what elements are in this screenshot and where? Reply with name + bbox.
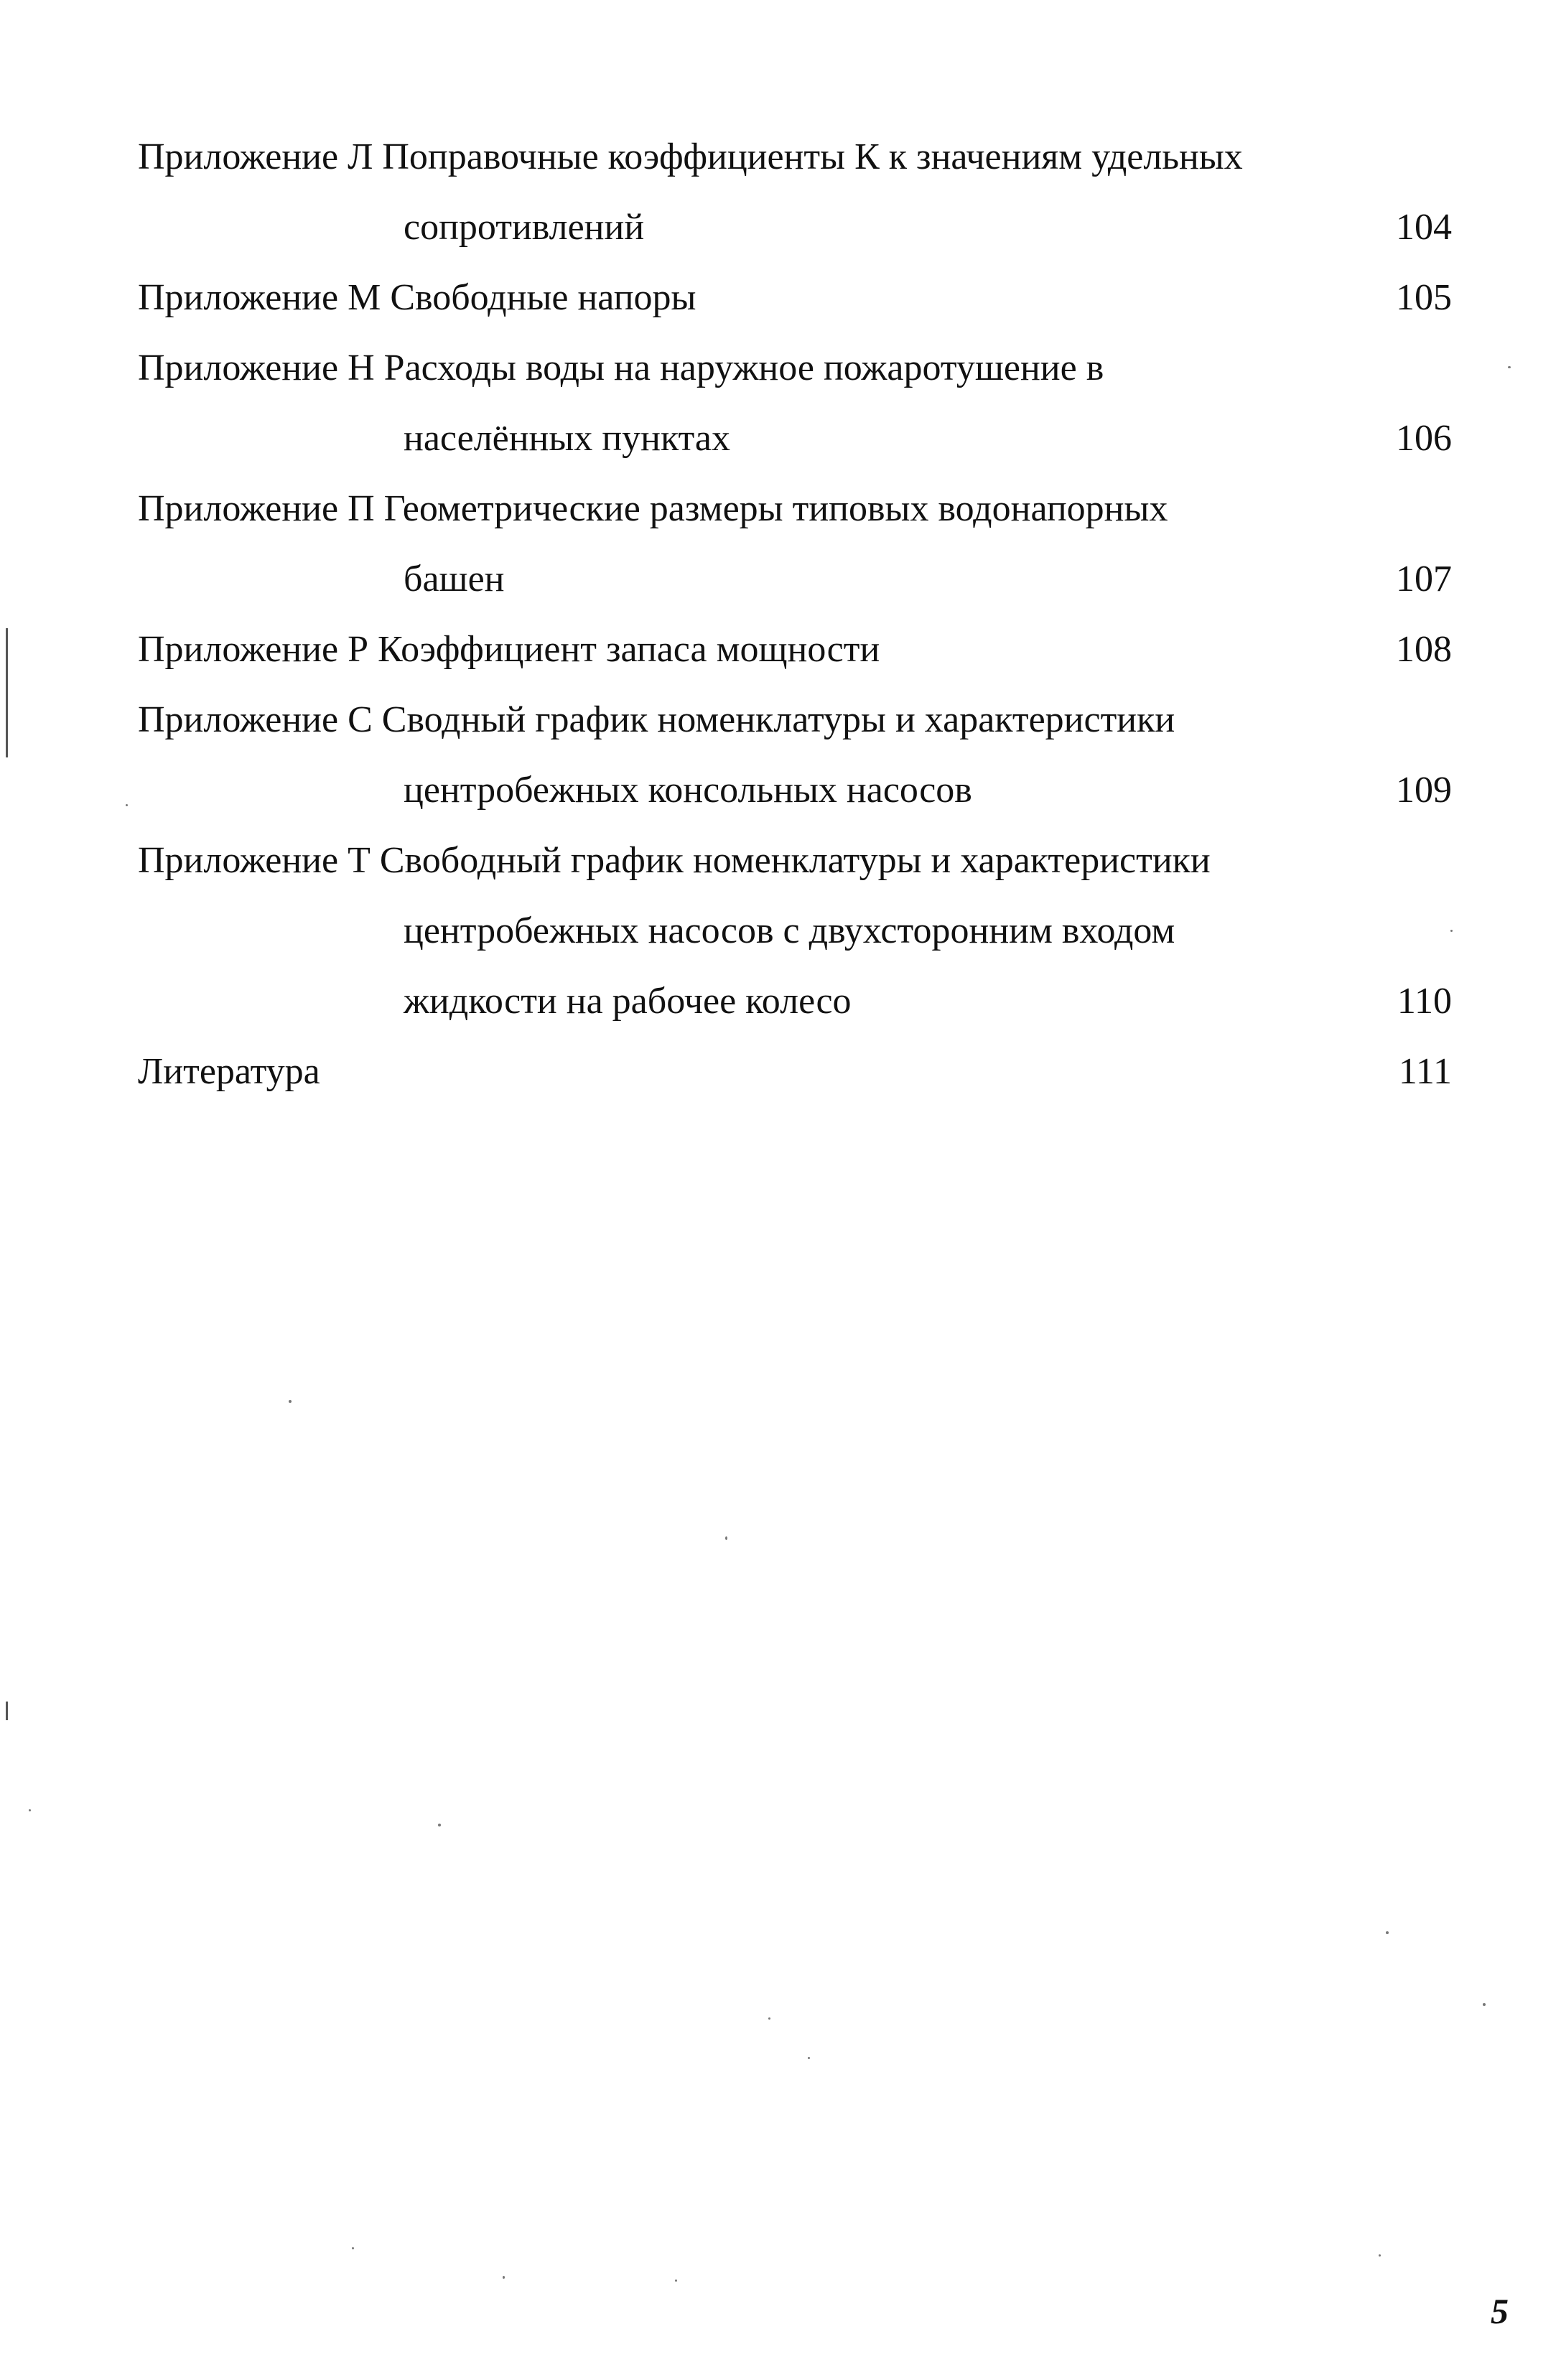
toc-entry-text: населённых пунктах: [404, 418, 730, 459]
toc-page-number: 108: [1396, 629, 1452, 670]
toc-entry-n-line-2: [138, 403, 1452, 474]
toc-entry-t-line-2: [138, 896, 1452, 966]
toc-entry-s-line-2: [138, 755, 1452, 826]
toc-entry-text: жидкости на рабочее колесо: [404, 981, 852, 1022]
scan-speck: [438, 1824, 441, 1826]
toc-entry-m-line-1: [138, 263, 1452, 333]
toc-entry-p-line-2: [138, 544, 1452, 615]
scan-edge-mark: [6, 1702, 8, 1720]
scan-edge-mark: [6, 628, 8, 757]
toc-entry-text: Приложение Н Расходы воды на наружное пожаротушение в: [138, 347, 1104, 388]
scan-speck: [1379, 2254, 1381, 2257]
scan-speck: [352, 2247, 354, 2249]
toc-page-number: 111: [1398, 1051, 1452, 1092]
toc-entry-l-line-2: [138, 192, 1452, 263]
toc-entry-l-line-1: [138, 122, 1452, 192]
scan-speck: [1386, 1931, 1389, 1934]
scan-speck: [808, 2057, 810, 2059]
scan-speck: [126, 804, 128, 806]
toc-entry-r-line-1: [138, 615, 1452, 685]
toc-entry-text: Приложение М Свободные напоры: [138, 277, 696, 318]
toc-entry-text: Приложение С Сводный график номенклатуры и характеристики: [138, 699, 1175, 740]
toc-page-number: 105: [1396, 277, 1452, 318]
page-number: 5: [1491, 2291, 1509, 2331]
toc-entry-text: Приложение Л Поправочные коэффициенты К к значениям удельных: [138, 136, 1243, 177]
scan-speck: [675, 2279, 677, 2282]
toc-entry-text: башен: [404, 559, 505, 599]
toc-page-number: 110: [1397, 981, 1452, 1022]
toc-entry-t-line-1: [138, 826, 1452, 896]
toc-page-number: 104: [1396, 207, 1452, 248]
toc-entry-text: Приложение Р Коэффициент запаса мощности: [138, 629, 880, 670]
scan-speck: [725, 1536, 727, 1540]
toc-entry-text: центробежных насосов с двухсторонним входом: [404, 910, 1175, 951]
scan-speck: [768, 2017, 770, 2020]
scan-speck: [289, 1400, 292, 1403]
toc-entry-t-line-3: [138, 966, 1452, 1037]
toc-entry-p-line-1: [138, 474, 1452, 544]
scan-speck: [1483, 2003, 1486, 2006]
scan-speck: [29, 1809, 31, 1811]
toc-entry-text: Литература: [138, 1051, 320, 1092]
scan-speck: [1450, 930, 1453, 932]
toc-entry-text: сопротивлений: [404, 207, 645, 248]
toc-entry-text: центробежных консольных насосов: [404, 770, 972, 811]
toc-page-number: 106: [1396, 418, 1452, 459]
toc-page-number: 107: [1396, 559, 1452, 599]
toc-entry-text: Приложение П Геометрические размеры типовых водонапорных: [138, 488, 1168, 529]
table-of-contents: [138, 122, 1452, 1107]
toc-entry-s-line-1: [138, 685, 1452, 755]
toc-entry-text: Приложение Т Свободный график номенклатуры и характеристики: [138, 840, 1211, 881]
toc-entry-n-line-1: [138, 333, 1452, 403]
toc-page-number: 109: [1396, 770, 1452, 811]
scan-speck: [1508, 366, 1511, 368]
scan-speck: [503, 2276, 505, 2279]
toc-entry-literature: [138, 1037, 1452, 1107]
